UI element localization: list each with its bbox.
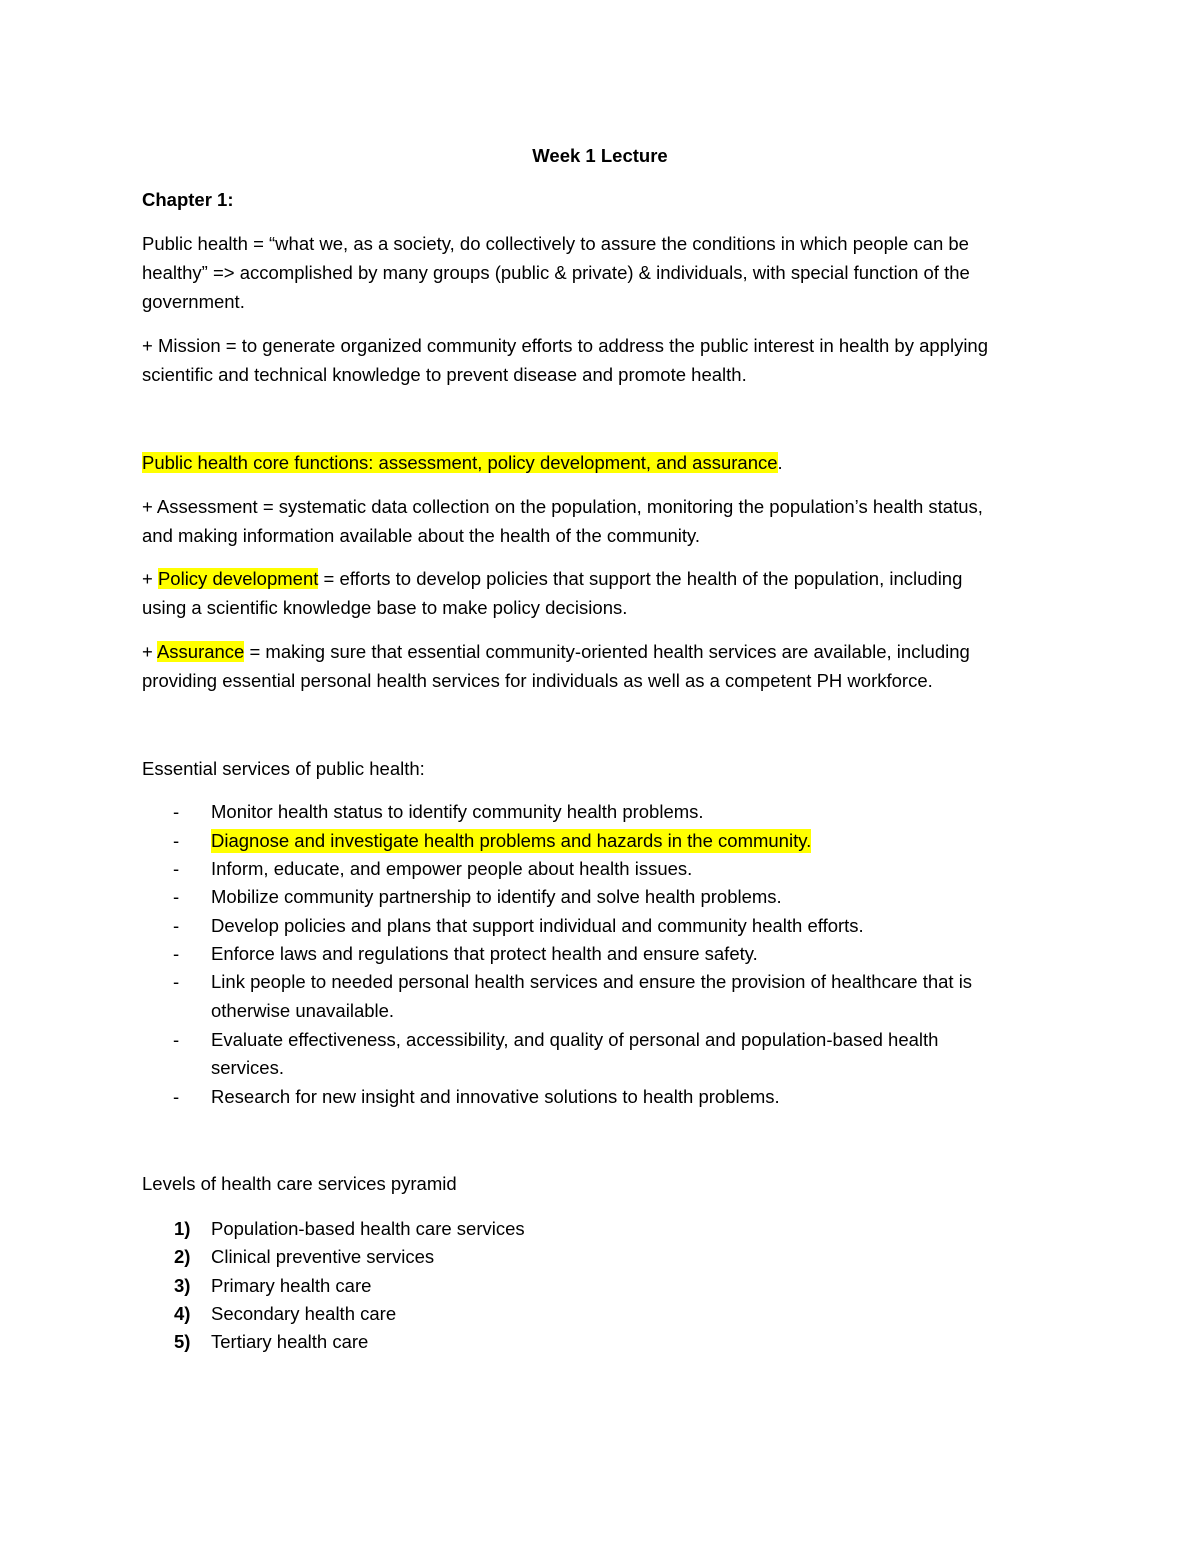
policy-definition: = efforts to develop policies that support the health of the population, including: [318, 568, 963, 589]
list-number: 1): [174, 1218, 191, 1239]
list-bullet: -: [173, 830, 180, 851]
core-functions-highlight: Public health core functions: assessment, policy development, and assurance: [142, 452, 778, 473]
assurance-definition: = making sure that essential community-oriented health services are available, including: [244, 641, 970, 662]
list-bullet: -: [173, 886, 180, 907]
list-bullet: -: [173, 915, 180, 936]
chapter-heading: Chapter 1:: [142, 189, 234, 210]
list-number: 4): [174, 1303, 191, 1324]
assessment-line-1: + Assessment = systematic data collection on the population, monitoring the population’s health status,: [142, 496, 983, 517]
intro-line-3: government.: [142, 291, 245, 312]
assurance-line-1: [142, 640, 970, 664]
list-bullet: -: [173, 801, 180, 822]
list-item: Tertiary health care: [211, 1331, 369, 1352]
assessment-line-2: and making information available about the health of the community.: [142, 525, 701, 546]
list-item: Evaluate effectiveness, accessibility, and quality of personal and population-based health: [211, 1029, 939, 1050]
list-number: 2): [174, 1246, 191, 1267]
list-item: Population-based health care services: [211, 1218, 525, 1239]
assurance-line-2: providing essential personal health services for individuals as well as a competent PH workforce.: [142, 670, 933, 691]
list-item: Enforce laws and regulations that protect health and ensure safety.: [211, 943, 758, 964]
list-bullet: -: [173, 971, 180, 992]
list-item: Primary health care: [211, 1275, 372, 1296]
intro-line-2: healthy” => accomplished by many groups (public & private) & individuals, with special function of the: [142, 262, 970, 283]
policy-prefix: +: [142, 568, 158, 589]
list-item: Develop policies and plans that support individual and community health efforts.: [211, 915, 864, 936]
policy-line-2: using a scientific knowledge base to make policy decisions.: [142, 597, 628, 618]
list-number: 3): [174, 1275, 191, 1296]
list-item: Mobilize community partnership to identify and solve health problems.: [211, 886, 782, 907]
list-item: Inform, educate, and empower people about health issues.: [211, 858, 693, 879]
core-functions-period: .: [777, 452, 783, 473]
list-item: Research for new insight and innovative solutions to health problems.: [211, 1086, 780, 1107]
mission-line-2: scientific and technical knowledge to prevent disease and promote health.: [142, 364, 747, 385]
list-item: Monitor health status to identify community health problems.: [211, 801, 704, 822]
list-item: Secondary health care: [211, 1303, 397, 1324]
assurance-prefix: +: [142, 641, 157, 662]
list-number: 5): [174, 1331, 191, 1352]
list-bullet: -: [173, 943, 180, 964]
list-item-highlighted: Diagnose and investigate health problems and hazards in the community.: [211, 830, 812, 851]
policy-line-1: [142, 567, 962, 591]
mission-line-1: + Mission = to generate organized community efforts to address the public interest in health by applying: [142, 335, 989, 356]
intro-line-1: Public health = “what we, as a society, do collectively to assure the conditions in which people can be: [142, 233, 969, 254]
list-bullet: -: [173, 1029, 180, 1050]
policy-term-highlight: Policy development: [157, 568, 319, 589]
pyramid-heading: Levels of health care services pyramid: [142, 1173, 457, 1194]
essential-services-heading: Essential services of public health:: [142, 758, 425, 779]
list-item-continuation: services.: [211, 1057, 284, 1078]
core-functions-heading: [142, 451, 783, 475]
page-title: Week 1 Lecture: [532, 145, 668, 166]
assurance-term-highlight: Assurance: [156, 641, 245, 662]
list-item-continuation: otherwise unavailable.: [211, 1000, 395, 1021]
list-item: Link people to needed personal health services and ensure the provision of healthcare that is: [211, 971, 973, 992]
list-bullet: -: [173, 858, 180, 879]
list-item: Clinical preventive services: [211, 1246, 435, 1267]
list-bullet: -: [173, 1086, 180, 1107]
